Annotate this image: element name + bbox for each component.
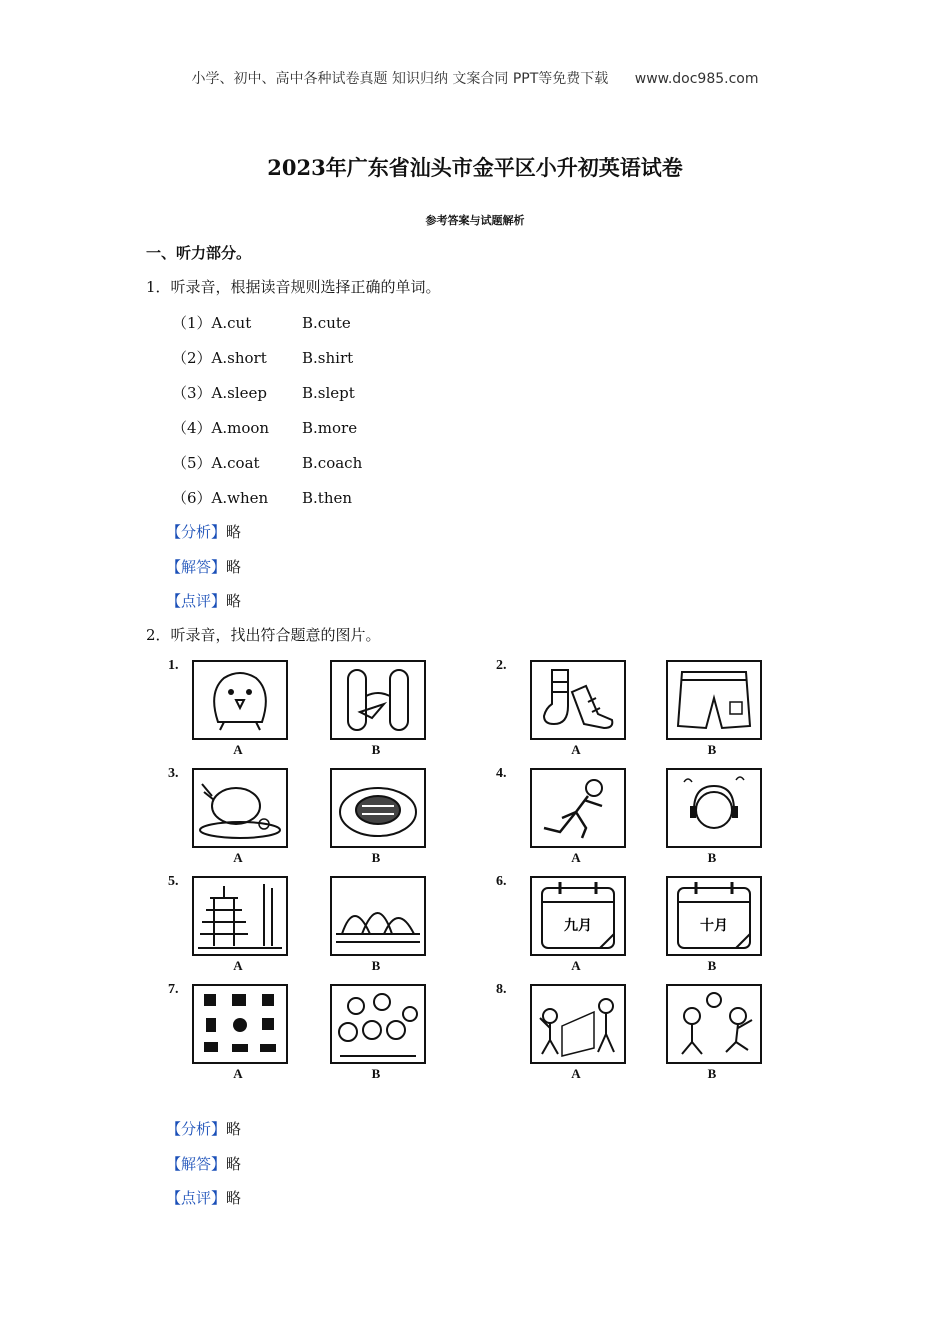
option-letter-a: A: [571, 1066, 581, 1081]
football-icon: [668, 986, 760, 1062]
header-text: 小学、初中、高中各种试卷真题 知识归纳 文案合同 PPT等免费下载: [191, 71, 609, 87]
crowd-picture[interactable]: [330, 984, 426, 1064]
option-letter-b: B: [707, 850, 717, 865]
option-b: B.slept: [302, 384, 355, 402]
comment-label: 点评: [181, 1189, 212, 1207]
sports-icons-picture[interactable]: [192, 984, 288, 1064]
option-letter-a: A: [233, 1066, 243, 1081]
item-number: 5.: [168, 874, 179, 889]
calendar-october-picture[interactable]: [666, 876, 762, 956]
crowd-icon: [332, 986, 424, 1062]
analysis-text: 略: [226, 1120, 242, 1138]
item-number: 8.: [496, 982, 507, 997]
opera-house-icon: [332, 878, 424, 954]
option-row: [172, 312, 351, 333]
pagoda-icon: [194, 878, 286, 954]
chick-picture[interactable]: [192, 660, 288, 740]
option-b: B.more: [302, 419, 358, 437]
option-letter-b: B: [707, 958, 717, 973]
steak-picture[interactable]: [330, 768, 426, 848]
item-number: 2.: [496, 658, 507, 673]
headphones-icon: [668, 770, 760, 846]
rabbit-picture[interactable]: [330, 660, 426, 740]
item-number: 7.: [168, 982, 179, 997]
option-letter-a: A: [233, 850, 243, 865]
option-a: （3）A.sleep: [172, 384, 267, 402]
option-letter-b: B: [371, 742, 381, 757]
calendar-september-picture[interactable]: [530, 876, 626, 956]
option-letter-b: B: [371, 1066, 381, 1081]
calendar-icon: [532, 878, 624, 954]
question-2-text: 2．听录音，找出符合题意的图片。: [146, 626, 381, 644]
opera-house-picture[interactable]: [330, 876, 426, 956]
item-number: 4.: [496, 766, 507, 781]
answer-line: 【解答】略: [166, 1155, 242, 1173]
shorts-picture[interactable]: [666, 660, 762, 740]
socks-picture[interactable]: [530, 660, 626, 740]
answer-label: 解答: [181, 558, 212, 576]
option-b: B.coach: [302, 454, 363, 472]
option-letter-b: B: [371, 958, 381, 973]
analysis-label: 分析: [181, 1120, 212, 1138]
option-letter-a: A: [233, 742, 243, 757]
calendar-icon: [668, 878, 760, 954]
comment-text: 略: [226, 1189, 242, 1207]
badminton-picture[interactable]: [530, 984, 626, 1064]
page-header: [0, 68, 950, 88]
analysis-line: 【分析】略: [166, 523, 242, 541]
roast-chicken-icon: [194, 770, 286, 846]
shorts-icon: [668, 662, 760, 738]
comment-label: 点评: [181, 592, 212, 610]
analysis-line: 【分析】略: [166, 1120, 242, 1138]
running-boy-icon: [532, 770, 624, 846]
analysis-text: 略: [226, 523, 242, 541]
picture-grid: [160, 652, 800, 1092]
answer-text: 略: [226, 1155, 242, 1173]
rabbit-icon: [332, 662, 424, 738]
page-title: 2023年广东省汕头市金平区小升初英语试卷: [267, 155, 683, 180]
socks-icon: [532, 662, 624, 738]
answer-line: 【解答】略: [166, 558, 242, 576]
option-b: B.shirt: [302, 349, 354, 367]
music-girl-picture[interactable]: [666, 768, 762, 848]
option-a: （6）A.when: [172, 489, 269, 507]
badminton-icon: [532, 986, 624, 1062]
option-a: （2）A.short: [172, 349, 267, 367]
comment-line: 【点评】略: [166, 592, 242, 610]
page-subtitle: 参考答案与试题解析: [425, 214, 525, 227]
item-number: 3.: [168, 766, 179, 781]
option-a: （1）A.cut: [172, 314, 252, 332]
answer-text: 略: [226, 558, 242, 576]
football-picture[interactable]: [666, 984, 762, 1064]
option-row: [172, 347, 353, 368]
option-letter-a: A: [233, 958, 243, 973]
option-row: [172, 382, 355, 403]
analysis-label: 分析: [181, 523, 212, 541]
option-letter-a: A: [571, 958, 581, 973]
sports-pictograms-icon: [194, 986, 286, 1062]
option-letter-b: B: [707, 1066, 717, 1081]
roast-chicken-picture[interactable]: [192, 768, 288, 848]
option-row: [172, 487, 352, 508]
option-a: （5）A.coat: [172, 454, 260, 472]
option-letter-a: A: [571, 850, 581, 865]
answer-label: 解答: [181, 1155, 212, 1173]
option-b: B.cute: [302, 314, 351, 332]
steak-icon: [332, 770, 424, 846]
option-row: [172, 452, 362, 473]
option-row: [172, 417, 357, 438]
comment-text: 略: [226, 592, 242, 610]
option-b: B.then: [302, 489, 353, 507]
chick-icon: [194, 662, 286, 738]
calendar-month-text: 十月: [700, 918, 728, 934]
option-a: （4）A.moon: [172, 419, 270, 437]
pagoda-picture[interactable]: [192, 876, 288, 956]
comment-line: 【点评】略: [166, 1189, 242, 1207]
item-number: 1.: [168, 658, 179, 673]
option-letter-a: A: [571, 742, 581, 757]
section-heading: 一、听力部分。: [146, 244, 252, 262]
question-1-text: 1．听录音，根据读音规则选择正确的单词。: [146, 278, 441, 296]
option-letter-b: B: [707, 742, 717, 757]
option-letter-b: B: [371, 850, 381, 865]
calendar-month-text: 九月: [564, 918, 592, 934]
running-boy-picture[interactable]: [530, 768, 626, 848]
item-number: 6.: [496, 874, 507, 889]
header-url[interactable]: www.doc985.com: [634, 71, 759, 87]
